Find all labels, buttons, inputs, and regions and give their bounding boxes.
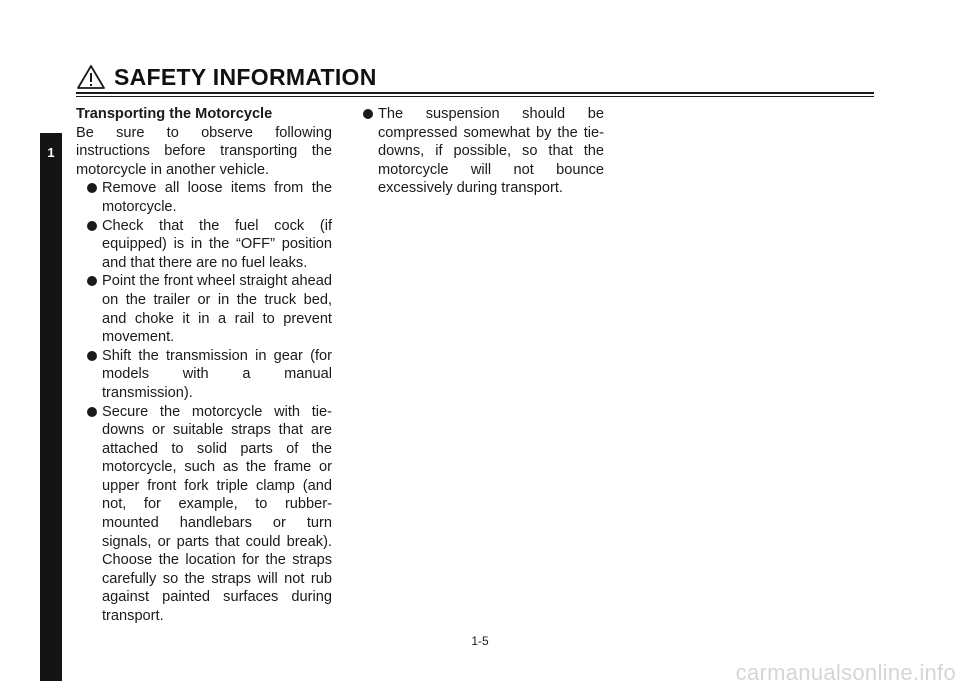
chapter-tab <box>40 133 62 681</box>
bullet-list <box>362 105 604 198</box>
bullet-icon <box>87 351 97 361</box>
list-item <box>86 179 332 216</box>
section-heading: Transporting the Motorcycle <box>76 106 273 122</box>
right-column <box>362 105 604 198</box>
list-item-text: Point the front wheel straight ahead on the trailer or in the truck bed, and choke it in a rail to prevent movement. <box>102 273 332 346</box>
page-title: SAFETY INFORMATION <box>114 63 377 90</box>
list-item <box>86 403 332 626</box>
bullet-icon <box>87 276 97 286</box>
chapter-number: 1 <box>47 145 55 160</box>
list-item-text: Secure the motorcycle with tie-downs or suitable straps that are attached to solid parts of the motorcycle, such as the frame or upper front fork triple clamp (and not, for example, to rubber-mounted handlebars or turn signals, or parts that could break). Choose the location for the straps carefully so the straps will not rub against painted surfaces during transport. <box>102 403 332 625</box>
watermark: carmanualsonline.info <box>735 660 956 685</box>
bullet-icon <box>363 109 373 119</box>
list-item <box>86 217 332 273</box>
header-rule-thin <box>76 96 874 97</box>
list-item-text: The suspension should be compressed somewhat by the tie-downs, if possible, so that the motorcycle will not bounce excessively during transport. <box>378 106 604 197</box>
list-item-text: Check that the fuel cock (if equipped) is in the “OFF” position and that there are no fuel leaks. <box>102 217 332 271</box>
warning-triangle-icon <box>76 63 106 91</box>
left-column <box>76 105 332 626</box>
list-item <box>86 347 332 403</box>
bullet-icon <box>87 407 97 417</box>
section-header <box>76 62 377 92</box>
list-item <box>362 105 604 198</box>
bullet-icon <box>87 221 97 231</box>
list-item-text: Remove all loose items from the motorcycle. <box>102 180 332 215</box>
list-item <box>86 272 332 346</box>
bullet-list <box>76 179 332 625</box>
list-item-text: Shift the transmission in gear (for models with a manual transmission). <box>102 347 332 401</box>
bullet-icon <box>87 183 97 193</box>
page-number: 1-5 <box>471 634 489 648</box>
header-rule-thick <box>76 92 874 94</box>
intro-paragraph: Be sure to observe following instructions before transporting the motorcycle in another vehicle. <box>76 124 332 178</box>
